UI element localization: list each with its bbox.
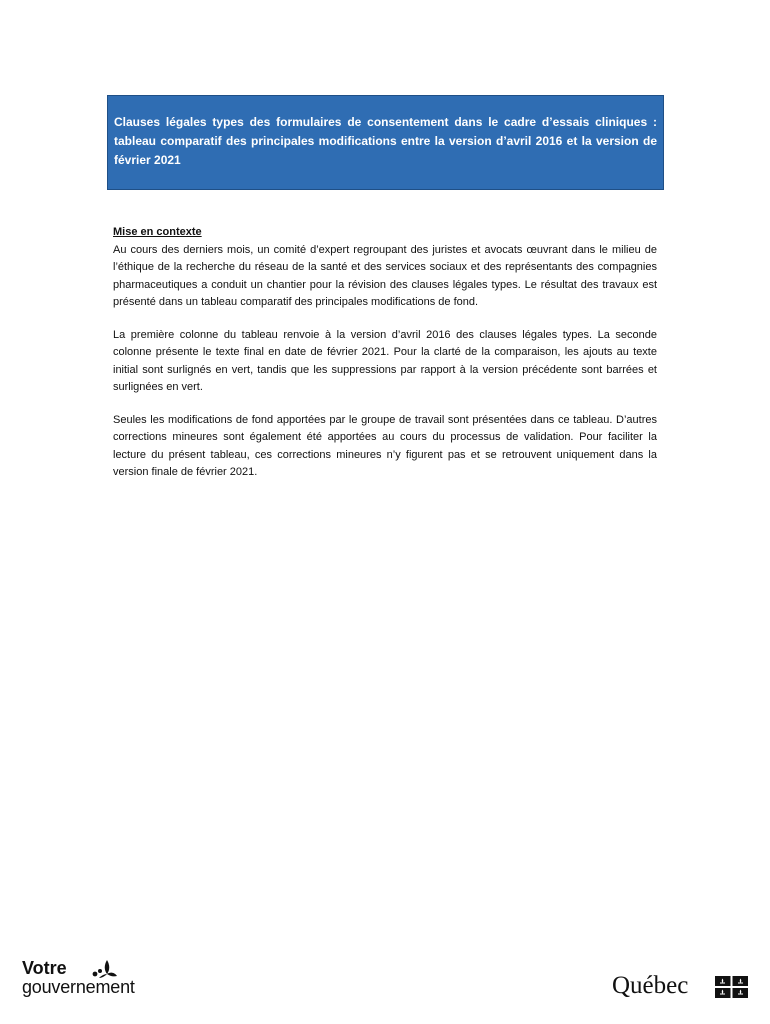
quebec-flag-icon <box>715 976 748 998</box>
logo-line-gouvernement: gouvernement <box>22 977 135 997</box>
quebec-logo <box>612 970 752 1006</box>
title-box <box>107 95 664 190</box>
context-section <box>113 224 657 497</box>
section-heading: Mise en contexte <box>113 226 202 238</box>
paragraph-2: La première colonne du tableau renvoie à la version d’avril 2016 des clauses légales types. La seconde colonne présente le texte final en date de février 2021. Pour la clarté de la comparaison, les ajouts au texte initial sont surlignés en vert, tandis que les suppressions par rapport à la version précédente sont barrées et surlignées en vert. <box>113 328 657 393</box>
quebec-wordmark: Québec <box>612 972 689 999</box>
logo-line-votre: Votre <box>22 958 67 978</box>
document-title: Clauses légales types des formulaires de consentement dans le cadre d’essais cliniques : tableau comparatif des principales modifications entre la version d’avril 2016 et la version de février 2021 <box>114 115 657 167</box>
paragraph-3: Seules les modifications de fond apportées par le groupe de travail sont présentées dans ce tableau. D’autres corrections mineures sont également été apportées au cours du processus de validation. Pour faciliter la lecture du présent tableau, ces corrections mineures n’y figurent pas et se retrouvent uniquement dans la version finale de février 2021. <box>113 413 657 478</box>
paragraph-1: Au cours des derniers mois, un comité d’expert regroupant des juristes et avocats œuvrant dans le milieu de l’éthique de la recherche du réseau de la santé et des services sociaux et des représentants des compagnies pharmaceutiques a conduit un chantier pour la révision des clauses légales types. Le résultat des travaux est présenté dans un tableau comparatif des principales modifications de fond. <box>113 243 657 308</box>
votre-gouvernement-logo <box>22 958 172 1002</box>
